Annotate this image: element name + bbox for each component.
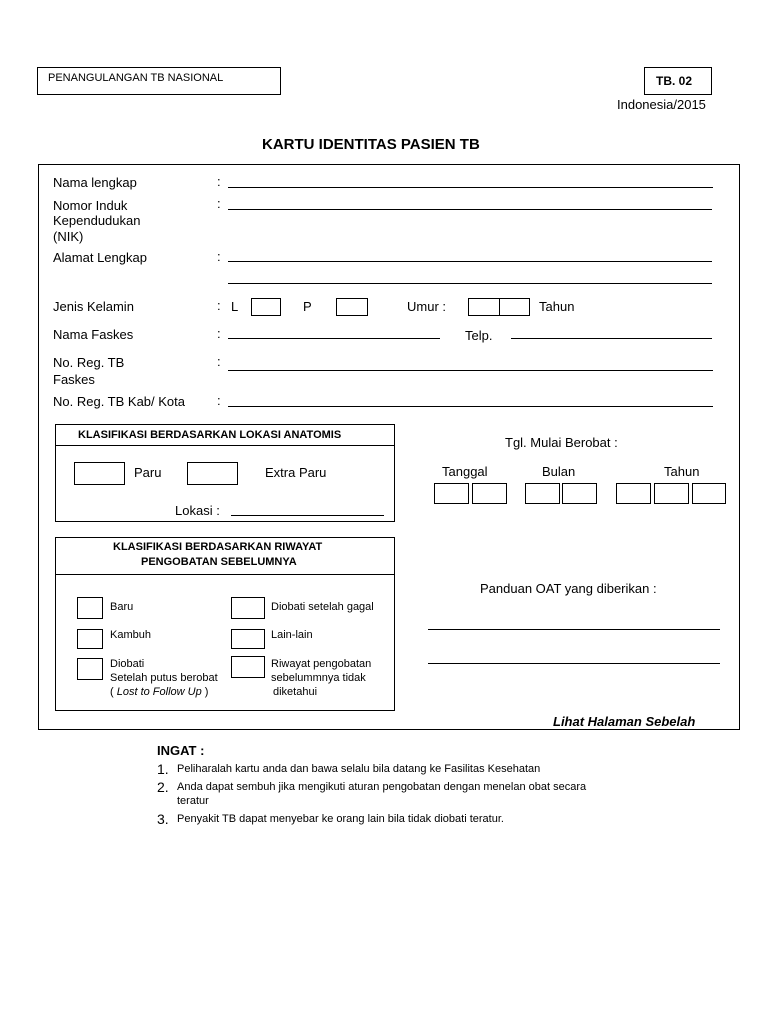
- ingat-title: INGAT :: [157, 743, 205, 758]
- year-label: Tahun: [664, 464, 700, 479]
- day-label: Tanggal: [442, 464, 488, 479]
- riwayat-unknown-checkbox[interactable]: [231, 656, 265, 678]
- phone-label: Telp.: [465, 328, 493, 343]
- extra-paru-checkbox[interactable]: [187, 462, 238, 485]
- year-digit-3[interactable]: [692, 483, 726, 504]
- reg-district-field[interactable]: [228, 406, 713, 407]
- putus-label-2: Setelah putus berobat: [110, 672, 218, 684]
- gender-p-label: P: [303, 299, 312, 314]
- name-field[interactable]: [228, 187, 713, 188]
- extra-paru-label: Extra Paru: [265, 465, 327, 480]
- reg-facility-label-2: Faskes: [53, 372, 95, 387]
- lokasi-label: Lokasi :: [175, 503, 220, 518]
- address-field-2[interactable]: [228, 283, 712, 284]
- age-unit: Tahun: [539, 299, 575, 314]
- paru-label: Paru: [134, 465, 162, 480]
- reg-facility-colon: :: [217, 354, 221, 369]
- gagal-checkbox[interactable]: [231, 597, 265, 619]
- kambuh-checkbox[interactable]: [77, 629, 103, 649]
- see-next-page: Lihat Halaman Sebelah: [553, 714, 696, 729]
- gender-l-label: L: [231, 299, 239, 314]
- ingat-num-3: 3.: [157, 811, 169, 827]
- putus-label-1: Diobati: [110, 658, 145, 670]
- age-digit-1[interactable]: [468, 298, 500, 316]
- panduan-label: Panduan OAT yang diberikan :: [480, 581, 657, 596]
- nik-colon: :: [217, 196, 221, 211]
- name-colon: :: [217, 174, 221, 189]
- riwayat-title-2: PENGOBATAN SEBELUMNYA: [141, 556, 297, 568]
- gender-l-checkbox[interactable]: [251, 298, 281, 316]
- facility-colon: :: [217, 326, 221, 341]
- panduan-field-2[interactable]: [428, 663, 720, 664]
- ingat-num-2: 2.: [157, 779, 169, 795]
- name-label: Nama lengkap: [53, 175, 137, 190]
- lain-label: Lain-lain: [271, 629, 313, 641]
- gender-colon: :: [217, 298, 221, 313]
- ingat-text-2: Anda dapat sembuh jika mengikuti aturan pengobatan dengan menelan obat secara: [177, 781, 587, 793]
- form-code: TB. 02: [656, 74, 693, 88]
- day-digit-2[interactable]: [472, 483, 507, 504]
- lokasi-field[interactable]: [231, 515, 384, 516]
- putus-label-3: ( Lost to Follow Up ): [110, 686, 209, 698]
- start-date-title: Tgl. Mulai Berobat :: [505, 435, 618, 450]
- facility-label: Nama Faskes: [53, 327, 134, 342]
- day-digit-1[interactable]: [434, 483, 469, 504]
- month-digit-2[interactable]: [562, 483, 597, 504]
- riwayat-unknown-label-1: Riwayat pengobatan: [271, 658, 372, 670]
- program-name: PENANGULANGAN TB NASIONAL: [48, 72, 224, 84]
- baru-label: Baru: [110, 601, 134, 613]
- ingat-text-1: Peliharalah kartu anda dan bawa selalu bila datang ke Fasilitas Kesehatan: [177, 763, 541, 775]
- ingat-num-1: 1.: [157, 761, 169, 777]
- age-label: Umur :: [407, 299, 446, 314]
- gender-label: Jenis Kelamin: [53, 299, 134, 314]
- address-label: Alamat Lengkap: [53, 250, 147, 265]
- address-colon: :: [217, 249, 221, 264]
- month-label: Bulan: [542, 464, 576, 479]
- address-field-1[interactable]: [228, 261, 712, 262]
- edition-year: Indonesia/2015: [617, 97, 706, 112]
- year-digit-2[interactable]: [654, 483, 689, 504]
- reg-district-colon: :: [217, 393, 221, 408]
- ingat-text-3: Penyakit TB dapat menyebar ke orang lain bila tidak diobati teratur.: [177, 813, 504, 825]
- year-digit-1[interactable]: [616, 483, 651, 504]
- nik-field[interactable]: [228, 209, 712, 210]
- reg-facility-field[interactable]: [228, 370, 713, 371]
- card-title: KARTU IDENTITAS PASIEN TB: [262, 136, 480, 153]
- facility-field[interactable]: [228, 338, 440, 339]
- gender-p-checkbox[interactable]: [336, 298, 368, 316]
- gagal-label: Diobati setelah gagal: [271, 601, 374, 613]
- phone-field[interactable]: [511, 338, 712, 339]
- nik-label-2: Kependudukan: [53, 213, 141, 228]
- panduan-field-1[interactable]: [428, 629, 720, 630]
- baru-checkbox[interactable]: [77, 597, 103, 619]
- age-digit-2[interactable]: [499, 298, 530, 316]
- lain-checkbox[interactable]: [231, 629, 265, 649]
- anatomis-title: KLASIFIKASI BERDASARKAN LOKASI ANATOMIS: [78, 429, 342, 441]
- reg-facility-label-1: No. Reg. TB: [53, 355, 125, 370]
- riwayat-unknown-label-3: diketahui: [273, 686, 318, 698]
- month-digit-1[interactable]: [525, 483, 560, 504]
- reg-district-label: No. Reg. TB Kab/ Kota: [53, 394, 185, 409]
- nik-label-3: (NIK): [53, 229, 84, 244]
- nik-label-1: Nomor Induk: [53, 198, 128, 213]
- riwayat-title-1: KLASIFIKASI BERDASARKAN RIWAYAT: [113, 541, 323, 553]
- ingat-text-2b: teratur: [177, 795, 209, 807]
- riwayat-unknown-label-2: sebelummnya tidak: [271, 672, 366, 684]
- kambuh-label: Kambuh: [110, 629, 151, 641]
- paru-checkbox[interactable]: [74, 462, 125, 485]
- putus-checkbox[interactable]: [77, 658, 103, 680]
